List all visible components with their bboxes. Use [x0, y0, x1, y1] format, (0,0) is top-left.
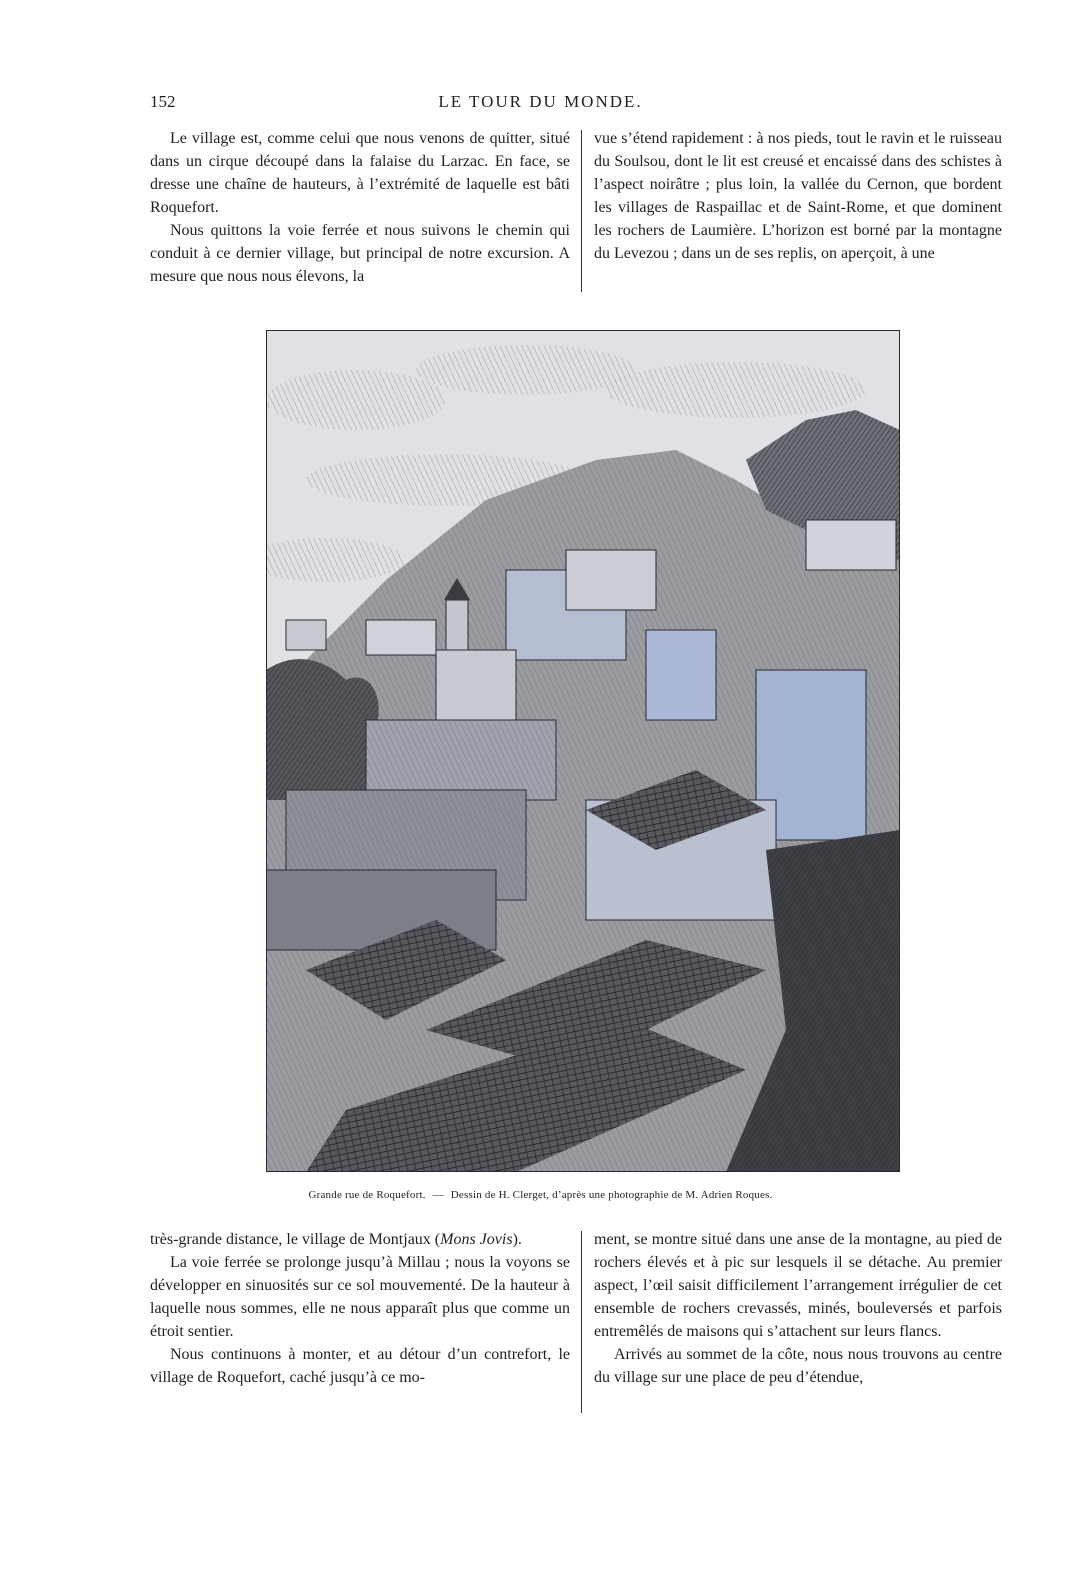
column-divider	[581, 1231, 582, 1413]
paragraph	[150, 1228, 570, 1251]
italic-text: Mons Jovis	[440, 1231, 513, 1248]
caption-title: Grande rue de Roquefort.	[308, 1189, 426, 1201]
paragraph: La voie ferrée se prolonge jusqu’à Millau ; nous la voyons se développer en sinuosités sur ce sol mouvementé. De la hauteur à laquelle nous sommes, elle ne nous apparaît plus que comme un étroit sentier.	[150, 1254, 570, 1340]
text-run: ).	[512, 1231, 522, 1248]
caption-dash: —	[432, 1189, 444, 1201]
text-column-bottom-left	[150, 1228, 570, 1389]
figure-caption	[0, 1189, 1081, 1201]
text-column-top-right	[594, 127, 1002, 265]
caption-credit: Dessin de H. Clerget, d’après une photographie de M. Adrien Roques.	[450, 1189, 773, 1201]
running-title: LE TOUR DU MONDE.	[438, 92, 643, 111]
column-divider	[581, 130, 582, 292]
engraving-roquefort-street	[266, 330, 900, 1172]
paragraph: Nous continuons à monter, et au détour d’un contrefort, le village de Roquefort, caché jusqu’à ce mo-	[150, 1346, 570, 1386]
paragraph: Nous quittons la voie ferrée et nous suivons le chemin qui conduit à ce dernier village, but principal de notre excursion. A mesure que nous nous élevons, la	[150, 222, 570, 285]
page-number: 152	[150, 92, 176, 111]
paragraph: ment, se montre situé dans une anse de la montagne, au pied de rochers élevés et à pic sur lesquels il se détache. Au premier aspect, l’œil saisit difficilement l’arrangement irrégulier de cet ensemble de rochers crevassés, minés, bouleversés et parfois entremêlés de maisons qui s’attachent sur leurs flancs.	[594, 1231, 1002, 1340]
text-column-top-left	[150, 127, 570, 288]
text-column-bottom-right	[594, 1228, 1002, 1389]
text-run: très-grande distance, le village de Montjaux (	[150, 1231, 441, 1248]
paragraph: vue s’étend rapidement : à nos pieds, tout le ravin et le ruisseau du Soulsou, dont le lit est creusé et encaissé dans des schistes à l’aspect noirâtre ; plus loin, la vallée du Cernon, que bordent les villages de Raspaillac et de Saint-Rome, et que dominent les rochers de Laumière. L’horizon est borné par la montagne du Levezou ; dans un de ses replis, on aperçoit, à une	[594, 130, 1002, 262]
paragraph: Le village est, comme celui que nous venons de quitter, situé dans un cirque découpé dans la falaise du Larzac. En face, se dresse une chaîne de hauteurs, à l’extrémité de laquelle est bâti Roquefort.	[150, 130, 570, 216]
paragraph: Arrivés au sommet de la côte, nous nous trouvons au centre du village sur une place de peu d’étendue,	[594, 1346, 1002, 1386]
